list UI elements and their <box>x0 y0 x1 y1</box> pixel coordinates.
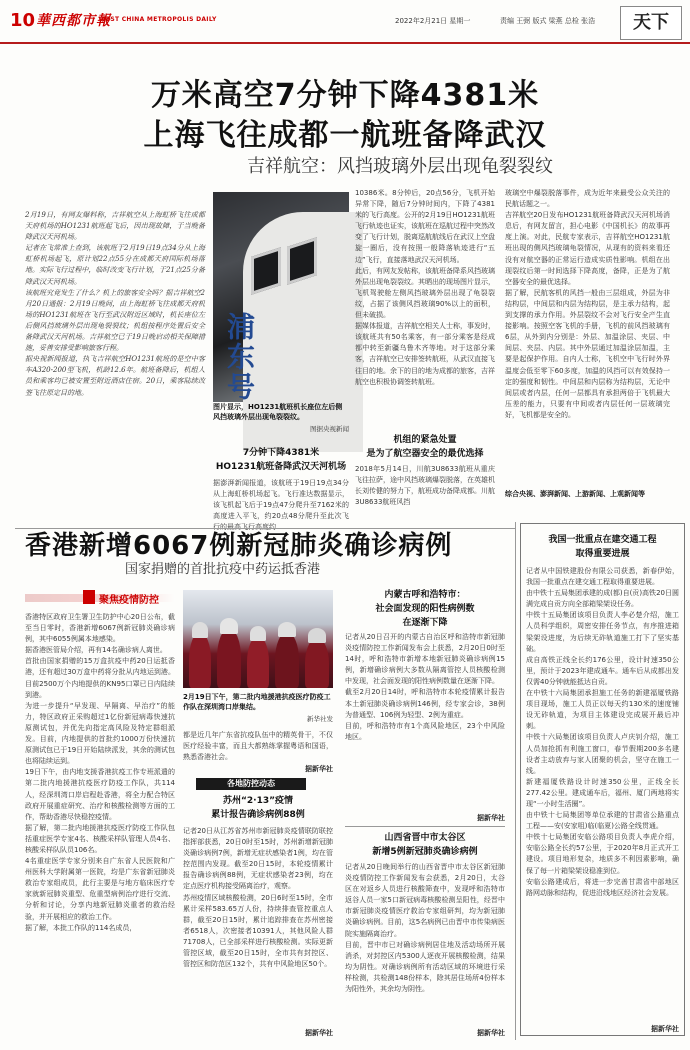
story1-column3b: 2018年5月14日，川航3U8633航班从重庆飞往拉萨，途中风挡玻璃爆裂脱落，在英雄机长刘传健的努力下，航班成功备降成都。川航3U8633航班风挡 <box>355 465 495 507</box>
story1-subtitle: 吉祥航空：风挡玻璃外层出现龟裂裂纹 <box>247 156 553 177</box>
story1-column1: 2月19日，有网友爆料称，吉祥航空从上海虹桥飞往成都天府机场的HO1231航班起飞后，因出现故障，于当晚备降武汉天河机场。 记者在飞常准上查到，该航班于2月19日19点34分从上海虹桥机场起飞，原计划22点55分在成都天府国际机场落地。实际飞行过程中，临时改变飞行计划，于21点25分备降武汉天河机场。 该航班究竟发生了什么？机上的旅客安全吗？据吉祥航空2月20日通报：2月19日晚间，由上海虹桥飞往成都天府机场的HO1231航班在飞行至武汉附近区域时，机长座位左后侧风挡玻璃外层出现龟裂裂纹；机组按程序处置后安全备降武汉天河机场。吉祥航空已于19日晚启动相关保障措施，妥善安排受影响旅客行程。 据央视新闻报道，执飞吉祥航空HO1231航班的是空中客车A320-200型飞机，机龄12.6年。航班备降后，机组人员和乘客均已被安置至附近酒店住宿。20日，乘客陆续改签飞往原定目的地。 <box>25 211 205 397</box>
story1-column4: 玻璃空中爆裂脱落事件，成为近年来最受公众关注的民航话题之一。 吉祥航空20日发布HO1231航班备降武汉天河机场消息后，有网友留言，担心电影《中国机长》的故事再度上演。对此，民航专家表示，吉祥航空HO1231航班出现的侧风挡玻璃龟裂情况，从现有的资料来看还没有对航空器的正常运行造成实质性影响。机组在出现裂纹后第一时间选择下降高度，备降，正是为了航空器安全的最优选择。 据了解，民航客机的风挡一般由三层组成，外层为非结构层，中间层和内层为结构层，是主承力结构，起到支撑的承力作用。外层裂纹不会对飞行安全产生直接影响。按照空客飞机的手册，飞机的前风挡玻璃有6层，从外到内分别是：外层、加温涂层、夹层、中间层、夹层、内层。其中外层通过加温涂层加温，主要是起保护作用。自内人士称，飞机空中飞行时外界温度会低至零下60多度，加温的风挡可以有效保持一定的强度和韧性。中间层和内层称为结构层，无论中间层或者内层，任何一层都具有承担两倍于飞机最大压差的能力，只要有中间或者内层任何一层玻璃完好，飞机都是安全的。 <box>505 189 670 419</box>
story2-column2a: 都是近几年广东省抗疫队伍中的精英骨干，不仅医疗经验丰富，而且大都熟练掌握粤语和国语，熟悉香港社会。 <box>183 731 333 762</box>
story1-column3: 10386米。8分钟后，20点56分，飞机开始异常下降，随后7分钟时间内，下降了4381米的飞行高度。公开的2月19日HO1231航班飞行轨迹也证实，该航班在巡航过程中突然改变了飞行计划，脱离巡航航线后在武汉上空盘旋一圈后，没有按照一般降落轨迹进行“五边”飞行，直接落地武汉天河机场。 此后，有网友发帖称，该航班备降系风挡玻璃外层出现龟裂裂纹。其晒出的现场图片显示，飞机驾驶舱左侧风挡玻璃外层出现了龟裂裂纹，占据了该侧风挡玻璃90%以上的面积，但未破损。 据媒体报道，吉祥航空相关人士称，事发时，该航班共有50名乘客，有一部分乘客是经成都中转至新疆乌鲁木齐等地。对于这部分乘客，吉祥航空已安排签转航班，从武汉直接飞往目的地。余下的目的地为成都的旅客，吉祥航空也积极协调签转航班。 <box>355 189 495 386</box>
story2-headline[interactable]: 香港新增6067例新冠肺炎确诊病例 <box>25 531 453 561</box>
transport-source: 据新华社 <box>651 1025 679 1033</box>
neimenggu-body: 记者从20日召开的内蒙古自治区呼和浩特市新冠肺炎疫情防控工作新闻发布会上获悉，2月20日0时至14时，呼和浩特市新增本地新冠肺炎确诊病例15例，新增确诊病例大多数从隔离管控人员核酸检测中发现，社会面发现的阳性病例数量在逐渐下降。 截至2月20日14时，呼和浩特市本轮疫情累计报告本土新冠肺炎确诊病例146例，经专家会诊，38例为普通型、106例为轻型、2例为重症。 目前，呼和浩特市有1个高风险地区，23个中风险地区。 <box>345 633 505 741</box>
newspaper-logo: 華西都市報 <box>36 13 111 29</box>
story1-subhead2: 机组的紧急处置 是为了航空器安全的最优选择 <box>366 435 484 459</box>
neimenggu-source: 据新华社 <box>477 814 505 822</box>
topic-badge <box>25 590 175 606</box>
story1-column2: 据澎湃新闻报道，该航班于19日19点34分从上海虹桥机场起飞。飞行准达数据显示，该飞机起飞后于19点47分爬升至7162米的高度进入平飞，约20点48分爬升至此次飞 <box>213 479 349 521</box>
divider <box>345 826 505 827</box>
transport-headline[interactable]: 我国一批重点在建交通工程 取得重要进展 <box>548 535 657 559</box>
issue-date: 2022年2月21日 星期一 <box>395 17 471 25</box>
story2-photo-caption: 2月19日下午，第二批内地援港抗疫医疗防疫工作队在深圳湾口岸集结。 <box>183 693 331 711</box>
divider <box>515 522 516 1040</box>
shanxi-subhead: 山西省晋中市太谷区 新增5例新冠肺炎确诊病例 <box>372 833 478 857</box>
story2-subtitle: 国家捐赠的首批抗疫中药运抵香港 <box>125 562 321 577</box>
shanxi-body: 记者从20日晚间举行的山西省晋中市太谷区新冠肺炎疫情防控工作新闻发布会获悉，2月20日，太谷区在对返乡人员进行核酸筛查中，发现呼和浩特市返谷人员一家5口新冠病毒核酸检测呈阳性，经晋中市新冠肺炎疫情医疗救治专家组研判，均为新冠肺炎确诊病例。目前，这5名病例已由晋中市传染病医院实施隔离治疗。 目前，晋中市已对确诊病例居住地及活动场所开展消杀，对封控区内5300人逐夜开展核酸检测，结果均为阴性。对确诊病例所有活动区域的环境进行采样检测，共检测148份样本，除其居住场所4份样本为阳性外，其余均为阴性。 <box>345 863 505 994</box>
transport-body: 记者从中国铁建股份有限公司获悉，新春伊始，我国一批重点在建交通工程取得重要进展。 由中铁十五局集团承建的成(都)自(贡)高铁20日圆满完成自贡方向全部箱梁架设任务。 中铁十五局集团该项目负责人李必楚介绍，施工人员科学组织，周密安排任务节点，有序推进箱梁架设进度，为后续无砟轨道施工打下了坚实基础。 成自高铁正线全长约176公里，设计时速350公里，预计于2023年建成通车。通车后从成都出发仅需40分钟就能抵达自贡。 在中铁十六局集团承担施工任务的新建福厦铁路项目现场，施工人员正以每天约130米的速度铺设无砟轨道，为项目主体建设完成展开最后冲刺。 中铁十六局集团该项目负责人卢庆钊介绍，施工人员加抢抓有利施工窗口，春节假期200多名建设者主动放弃与家人团聚的机会，坚守在施工一线。 新建福厦铁路设计时速350公里，正线全长277.42公里。建成通车后，福州、厦门两地将实现“一小时生活圈”。 由中铁十七局集团等单位承建的甘肃省公路重点工程——安(安家咀)临(临夏)公路全线贯通。 中铁十七局集团安临公路项目负责人李虎介绍，安临公路全长约57公里，于2020年8月正式开工建设。项目地形复杂，地质多不利因素影响，确保了每一片箱梁架设稳准到位。 安临公路建成后，将进一步完善甘肃省中部地区路网动脉和结构，促进沿线地区经济社会发展。 <box>526 567 679 897</box>
story2-photo-credit: 新华社发 <box>307 715 333 723</box>
topic-badge-label: 聚焦疫情防控 <box>99 595 159 606</box>
suzhou-subhead: 苏州“2·13”疫情 累计报告确诊病例88例 <box>211 796 305 820</box>
story1-subhead: 7分钟下降4381米 HO1231航班备降武汉天河机场 <box>215 448 347 472</box>
story2-photo-medical-team <box>183 590 333 688</box>
story1-headline-line2[interactable]: 上海飞往成都一航班备降武汉 <box>143 118 547 153</box>
story1-sources: 综合央视、澎湃新闻、上游新闻、上观新闻等 <box>505 490 645 498</box>
newspaper-logo-en: WEST CHINA METROPOLIS DAILY <box>99 16 217 23</box>
section-label: 天下 <box>620 6 682 40</box>
regional-dynamics-tag: 各地防控动态 <box>196 778 306 790</box>
suzhou-body: 记者20日从江苏省苏州市新冠肺炎疫情联防联控指挥部获悉，20日0时至15时，苏州新增新冠肺炎确诊病例7例，新增无症状感染者1例，均在管控范围内发现。截至20日15时，本轮疫情累计报告确诊病例88例，无症状感染者23例，均在定点医疗机构接受隔离治疗，观察。 苏州疫情区域核酸检测，20日6时至15时，全市累计采样583.65万人份，持续排查管控重点人群，截至20日15时，累计追踪排查在苏州密接者6518人，次密接者10391人，其他风险人群71708人，已全部采样进行核酸检测。实际更新管控区域，截至20日15时，全市共有封控区、管控区和防范区132个，共有中风险地区50个。 <box>183 827 333 969</box>
shanxi-source: 据新华社 <box>477 1029 505 1037</box>
editor-credits: 责编 王弼 版式 梁燕 总检 张浩 <box>500 17 596 25</box>
plane-livery-text: 浦东号 <box>223 312 256 402</box>
suzhou-source: 据新华社 <box>305 1029 333 1037</box>
story2-column1: 香港特区政府卫生署卫生防护中心20日公布，截至当日零时，香港新增6067例新冠肺炎确诊病例，其中6055例属本地感染。 据香港医管局介绍，再有14名确诊病人离世。 首批由国家捐赠的15万盒抗疫中药20日运抵香港，还有超过30万盒中药将分批从内地运到港。目前2500万个内地提供的KN95口罩已日内陆续到港。 为进一步提升“早发现、早隔离、早治疗”的能力，特区政府正采购超过1亿份新冠病毒快速抗原测试包，并优先向指定高风险及特定群组派发。目前，内地提供的首批约1000万份快速抗原测试包已于19日开始陆续派发，其余的测试包也将陆续运到。 19日下午，由内地支援香港抗疫工作专班派遣的第二批内地援港抗疫医疗防疫工作队，共114人，经深圳湾口岸启程赴香港，将全力配合特区政府开展重症研究、治疗和核酸检测等方面的工作，帮助香港尽快稳控疫情。 据了解，第二批内地援港抗疫医疗防疫工作队包括重症医学专家4名、核酸采样队管理人员4名、核酸采样队队员106名。 4名重症医学专家分别来自广东省人民医院和广州医科大学附属第一医院，均是广东省新冠肺炎救治专家组成员，此行主要是与地方临床医疗专家就新冠肺炎重型、危重型病例治疗进行交流、分析和讨论，分享内地新冠肺炎重者的救治经验，并开展相应的救治工作。 据了解，本批工作队的114名成员， <box>25 613 175 932</box>
story1-photo-caption: 图片显示，HO1231航班机长座位左后侧风挡玻璃外层出现龟裂裂纹。 <box>213 403 343 421</box>
story1-photo-cracked-windshield <box>213 192 349 402</box>
story1-photo-credit: 图据央视新闻 <box>310 425 349 433</box>
story1-headline-line1[interactable]: 万米高空7分钟下降4381米 <box>150 78 540 113</box>
story2-column2a-source: 据新华社 <box>305 765 333 773</box>
neimenggu-subhead: 内蒙古呼和浩特市： 社会面发现的阳性病例数 在逐渐下降 <box>375 590 475 628</box>
page-number: 10 <box>10 10 36 31</box>
